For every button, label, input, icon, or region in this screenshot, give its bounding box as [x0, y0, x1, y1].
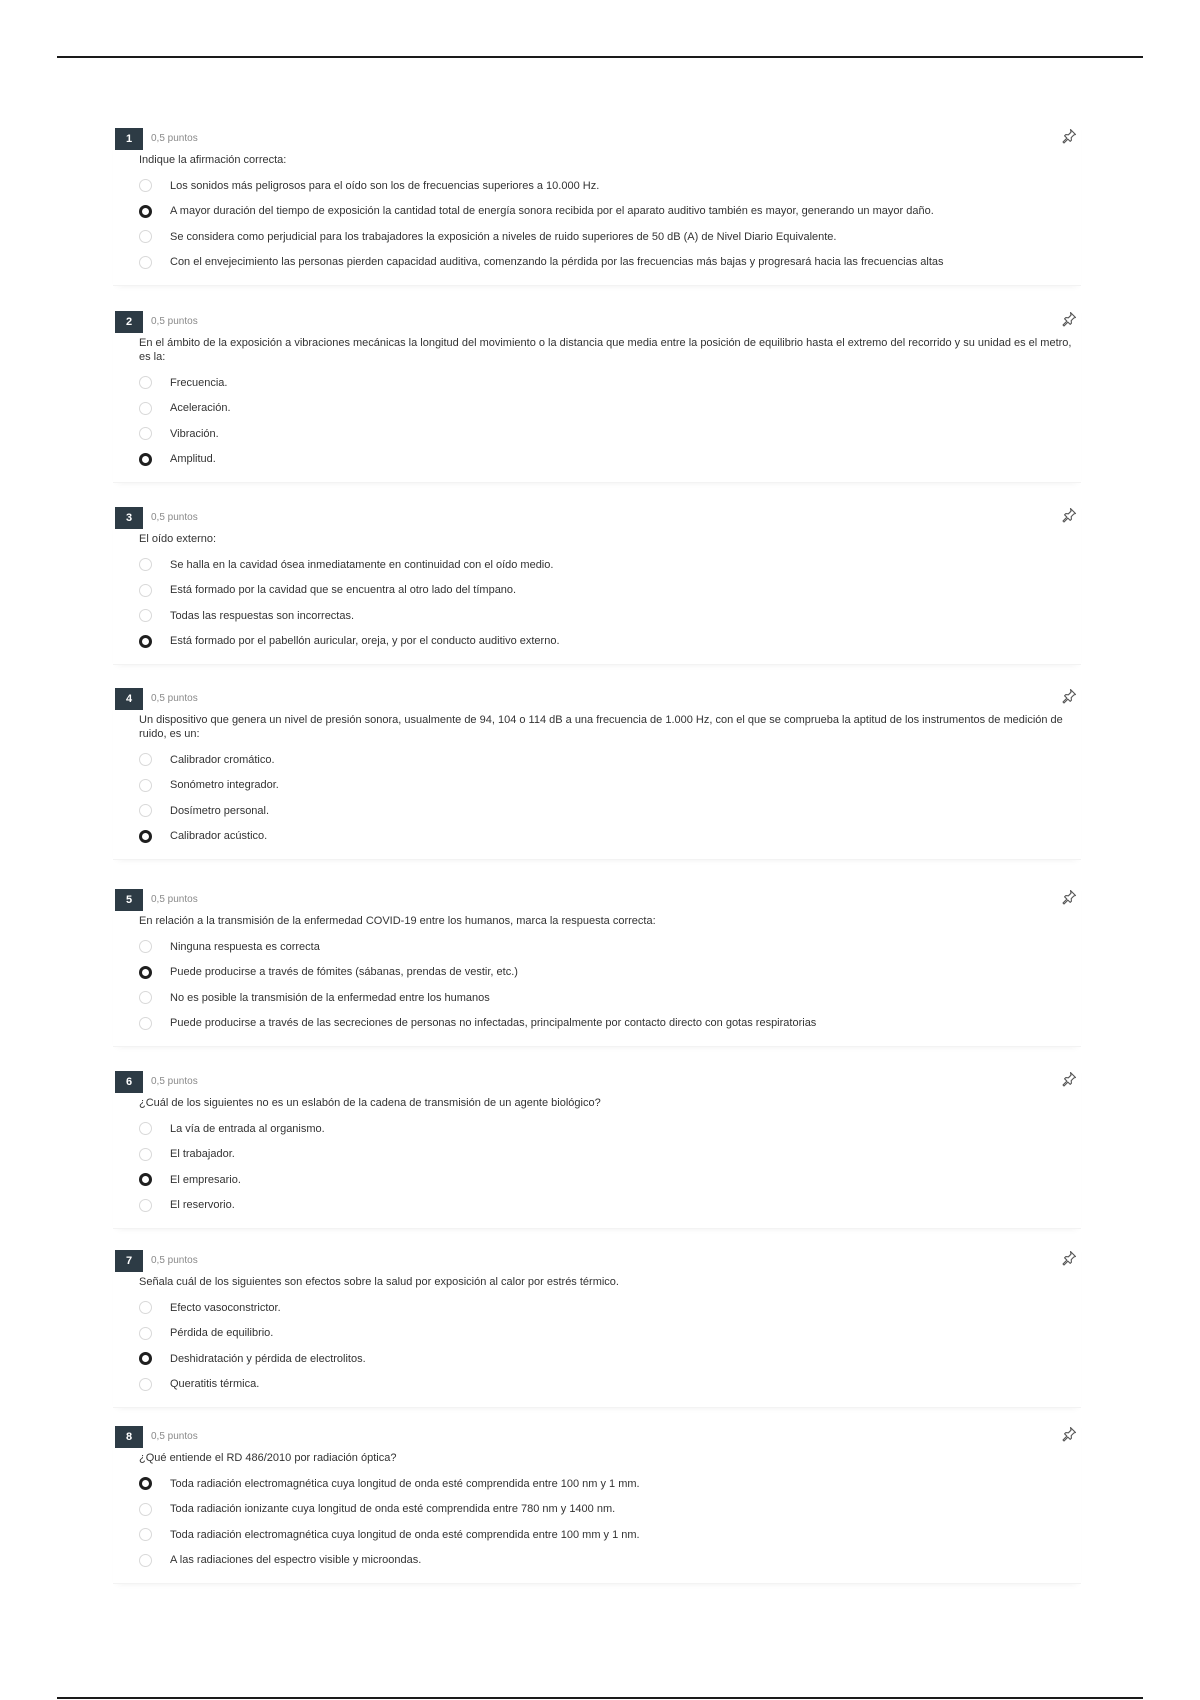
question-header — [113, 1250, 1081, 1272]
answer-option[interactable] — [139, 578, 1081, 604]
question-block — [113, 303, 1081, 483]
answer-option[interactable] — [139, 1193, 1081, 1219]
radio-unselected-icon[interactable] — [139, 991, 152, 1004]
question-block — [113, 1418, 1081, 1584]
answer-option-label: Queratitis térmica. — [170, 1378, 260, 1391]
question-points: 0,5 puntos — [151, 693, 198, 704]
radio-unselected-icon[interactable] — [139, 376, 152, 389]
question-block — [113, 499, 1081, 665]
answer-option[interactable] — [139, 421, 1081, 447]
radio-unselected-icon[interactable] — [139, 230, 152, 243]
question-number-badge: 5 — [115, 889, 143, 911]
question-number-badge: 1 — [115, 128, 143, 150]
question-text: Un dispositivo que genera un nivel de presión sonora, usualmente de 94, 104 o 114 dB a una frecuencia de 1.000 Hz, con el que se comprueba la aptitud de los instrumentos de medición de ruido, es un: — [139, 714, 1063, 740]
answer-option[interactable] — [139, 224, 1081, 250]
radio-selected-icon[interactable] — [139, 1352, 152, 1365]
question-points: 0,5 puntos — [151, 512, 198, 523]
radio-unselected-icon[interactable] — [139, 1503, 152, 1516]
question-points: 0,5 puntos — [151, 316, 198, 327]
answer-option[interactable] — [139, 1116, 1081, 1142]
pin-icon[interactable] — [1061, 1071, 1077, 1087]
bottom-divider — [57, 1697, 1143, 1699]
question-text: Señala cuál de los siguientes son efectos sobre la salud por exposición al calor por estrés térmico. — [139, 1276, 619, 1288]
radio-unselected-icon[interactable] — [139, 1017, 152, 1030]
answer-options — [113, 1116, 1081, 1218]
question-text: En el ámbito de la exposición a vibraciones mecánicas la longitud del movimiento o la distancia que media entre la posición de equilibrio hasta el extremo del recorrido y su unidad es el metro, es la: — [139, 337, 1072, 363]
question-number-badge: 8 — [115, 1426, 143, 1448]
answer-option-label: Todas las respuestas son incorrectas. — [170, 609, 355, 622]
question-header — [113, 507, 1081, 529]
question-header — [113, 128, 1081, 150]
answer-option[interactable] — [139, 396, 1081, 422]
radio-selected-icon[interactable] — [139, 966, 152, 979]
answer-option-label: Está formado por la cavidad que se encuentra al otro lado del tímpano. — [170, 584, 517, 597]
question-text: Indique la afirmación correcta: — [139, 154, 287, 166]
question-number-badge: 2 — [115, 311, 143, 333]
answer-option[interactable] — [139, 747, 1081, 773]
question-block — [113, 881, 1081, 1047]
answer-option-label: Aceleración. — [170, 402, 231, 415]
radio-unselected-icon[interactable] — [139, 753, 152, 766]
answer-option[interactable] — [139, 552, 1081, 578]
answer-option-label: Dosímetro personal. — [170, 804, 270, 817]
answer-option[interactable] — [139, 1295, 1081, 1321]
question-points: 0,5 puntos — [151, 1076, 198, 1087]
pin-icon[interactable] — [1061, 311, 1077, 327]
question-block — [113, 1063, 1081, 1229]
question-header — [113, 688, 1081, 710]
answer-option[interactable] — [139, 1522, 1081, 1548]
radio-selected-icon[interactable] — [139, 205, 152, 218]
answer-option-label: Se halla en la cavidad ósea inmediatamente en continuidad con el oído medio. — [170, 558, 554, 571]
question-points: 0,5 puntos — [151, 1431, 198, 1442]
answer-option[interactable] — [139, 773, 1081, 799]
answer-option[interactable] — [139, 370, 1081, 396]
question-points: 0,5 puntos — [151, 894, 198, 905]
answer-option-label: Toda radiación electromagnética cuya longitud de onda esté comprendida entre 100 mm y 1 nm. — [170, 1528, 640, 1541]
question-text: En relación a la transmisión de la enfermedad COVID-19 entre los humanos, marca la respuesta correcta: — [139, 915, 656, 927]
answer-option-label: Efecto vasoconstrictor. — [170, 1301, 281, 1314]
question-block — [113, 680, 1081, 860]
question-header — [113, 889, 1081, 911]
answer-option-label: Se considera como perjudicial para los trabajadores la exposición a niveles de ruido superiores de 50 dB (A) de Nivel Diario Equivalente. — [170, 230, 837, 243]
pin-icon[interactable] — [1061, 889, 1077, 905]
radio-unselected-icon[interactable] — [139, 1148, 152, 1161]
radio-unselected-icon[interactable] — [139, 1301, 152, 1314]
answer-option-label: Pérdida de equilibrio. — [170, 1327, 274, 1340]
pin-icon[interactable] — [1061, 688, 1077, 704]
answer-option-label: Puede producirse a través de fómites (sábanas, prendas de vestir, etc.) — [170, 966, 518, 979]
answer-option[interactable] — [139, 1548, 1081, 1574]
answer-option-label: Amplitud. — [170, 453, 216, 466]
radio-selected-icon[interactable] — [139, 830, 152, 843]
radio-unselected-icon[interactable] — [139, 179, 152, 192]
question-number-badge: 4 — [115, 688, 143, 710]
question-header — [113, 1426, 1081, 1448]
answer-option[interactable] — [139, 603, 1081, 629]
question-header — [113, 1071, 1081, 1093]
radio-unselected-icon[interactable] — [139, 1199, 152, 1212]
answer-option-label: No es posible la transmisión de la enfermedad entre los humanos — [170, 991, 490, 1004]
answer-option-label: Sonómetro integrador. — [170, 779, 279, 792]
answer-options — [113, 1471, 1081, 1573]
radio-selected-icon[interactable] — [139, 453, 152, 466]
question-points: 0,5 puntos — [151, 133, 198, 144]
answer-options — [113, 552, 1081, 654]
answer-option-label: A mayor duración del tiempo de exposición la cantidad total de energía sonora recibida por el aparato auditivo también es mayor, generando un mayor daño. — [170, 205, 934, 218]
answer-option[interactable] — [139, 934, 1081, 960]
answer-options — [113, 1295, 1081, 1397]
radio-unselected-icon[interactable] — [139, 256, 152, 269]
radio-unselected-icon[interactable] — [139, 427, 152, 440]
radio-selected-icon[interactable] — [139, 1477, 152, 1490]
question-header — [113, 311, 1081, 333]
answer-option-label: Frecuencia. — [170, 376, 228, 389]
answer-option-label: Los sonidos más peligrosos para el oído son los de frecuencias superiores a 10.000 Hz. — [170, 179, 600, 192]
answer-option[interactable] — [139, 629, 1081, 655]
answer-options — [113, 370, 1081, 472]
pin-icon[interactable] — [1061, 128, 1077, 144]
radio-unselected-icon[interactable] — [139, 804, 152, 817]
answer-option-label: Vibración. — [170, 427, 219, 440]
radio-selected-icon[interactable] — [139, 635, 152, 648]
answer-option-label: Ninguna respuesta es correcta — [170, 940, 320, 953]
answer-option-label: Deshidratación y pérdida de electrolitos. — [170, 1352, 366, 1365]
question-block — [113, 1242, 1081, 1408]
answer-option[interactable] — [139, 173, 1081, 199]
question-text: El oído externo: — [139, 533, 217, 545]
answer-option[interactable] — [139, 985, 1081, 1011]
answer-option[interactable] — [139, 1471, 1081, 1497]
radio-unselected-icon[interactable] — [139, 1528, 152, 1541]
pin-icon[interactable] — [1061, 507, 1077, 523]
answer-option-label: El empresario. — [170, 1173, 241, 1186]
radio-unselected-icon[interactable] — [139, 1378, 152, 1391]
radio-unselected-icon[interactable] — [139, 779, 152, 792]
radio-unselected-icon[interactable] — [139, 1122, 152, 1135]
answer-option-label: La vía de entrada al organismo. — [170, 1122, 325, 1135]
answer-option[interactable] — [139, 960, 1081, 986]
answer-option[interactable] — [139, 824, 1081, 850]
question-text: ¿Qué entiende el RD 486/2010 por radiación óptica? — [139, 1452, 397, 1464]
answer-option-label: Está formado por el pabellón auricular, oreja, y por el conducto auditivo externo. — [170, 635, 560, 648]
answer-option-label: Calibrador acústico. — [170, 830, 268, 843]
question-number-badge: 6 — [115, 1071, 143, 1093]
answer-option[interactable] — [139, 199, 1081, 225]
radio-selected-icon[interactable] — [139, 1173, 152, 1186]
answer-option[interactable] — [139, 250, 1081, 276]
answer-option-label: Toda radiación ionizante cuya longitud de onda esté comprendida entre 780 nm y 1400 nm. — [170, 1503, 616, 1516]
question-block — [113, 120, 1081, 286]
radio-unselected-icon[interactable] — [139, 1554, 152, 1567]
pin-icon[interactable] — [1061, 1426, 1077, 1442]
answer-option[interactable] — [139, 1011, 1081, 1037]
radio-unselected-icon[interactable] — [139, 584, 152, 597]
answer-option-label: Puede producirse a través de las secreciones de personas no infectadas, principalmente por contacto directo con gotas respiratorias — [170, 1017, 817, 1030]
answer-options — [113, 934, 1081, 1036]
answer-option-label: Toda radiación electromagnética cuya longitud de onda esté comprendida entre 100 nm y 1 mm. — [170, 1477, 640, 1490]
answer-option-label: El trabajador. — [170, 1148, 235, 1161]
answer-option[interactable] — [139, 1321, 1081, 1347]
answer-option[interactable] — [139, 1372, 1081, 1398]
answer-options — [113, 173, 1081, 275]
radio-unselected-icon[interactable] — [139, 609, 152, 622]
question-number-badge: 3 — [115, 507, 143, 529]
answer-option-label: A las radiaciones del espectro visible y microondas. — [170, 1554, 422, 1567]
answer-option[interactable] — [139, 1497, 1081, 1523]
answer-option[interactable] — [139, 1142, 1081, 1168]
answer-option[interactable] — [139, 1167, 1081, 1193]
radio-unselected-icon[interactable] — [139, 1327, 152, 1340]
answer-option-label: El reservorio. — [170, 1199, 235, 1212]
question-number-badge: 7 — [115, 1250, 143, 1272]
question-points: 0,5 puntos — [151, 1255, 198, 1266]
radio-unselected-icon[interactable] — [139, 558, 152, 571]
answer-option-label: Calibrador cromático. — [170, 753, 275, 766]
radio-unselected-icon[interactable] — [139, 940, 152, 953]
top-divider — [57, 56, 1143, 58]
answer-option[interactable] — [139, 1346, 1081, 1372]
answer-options — [113, 747, 1081, 849]
answer-option[interactable] — [139, 798, 1081, 824]
answer-option-label: Con el envejecimiento las personas pierden capacidad auditiva, comenzando la pérdida por las frecuencias más bajas y progresará hacia las frecuencias altas — [170, 256, 944, 269]
radio-unselected-icon[interactable] — [139, 402, 152, 415]
pin-icon[interactable] — [1061, 1250, 1077, 1266]
question-text: ¿Cuál de los siguientes no es un eslabón de la cadena de transmisión de un agente biológico? — [139, 1097, 601, 1109]
answer-option[interactable] — [139, 447, 1081, 473]
